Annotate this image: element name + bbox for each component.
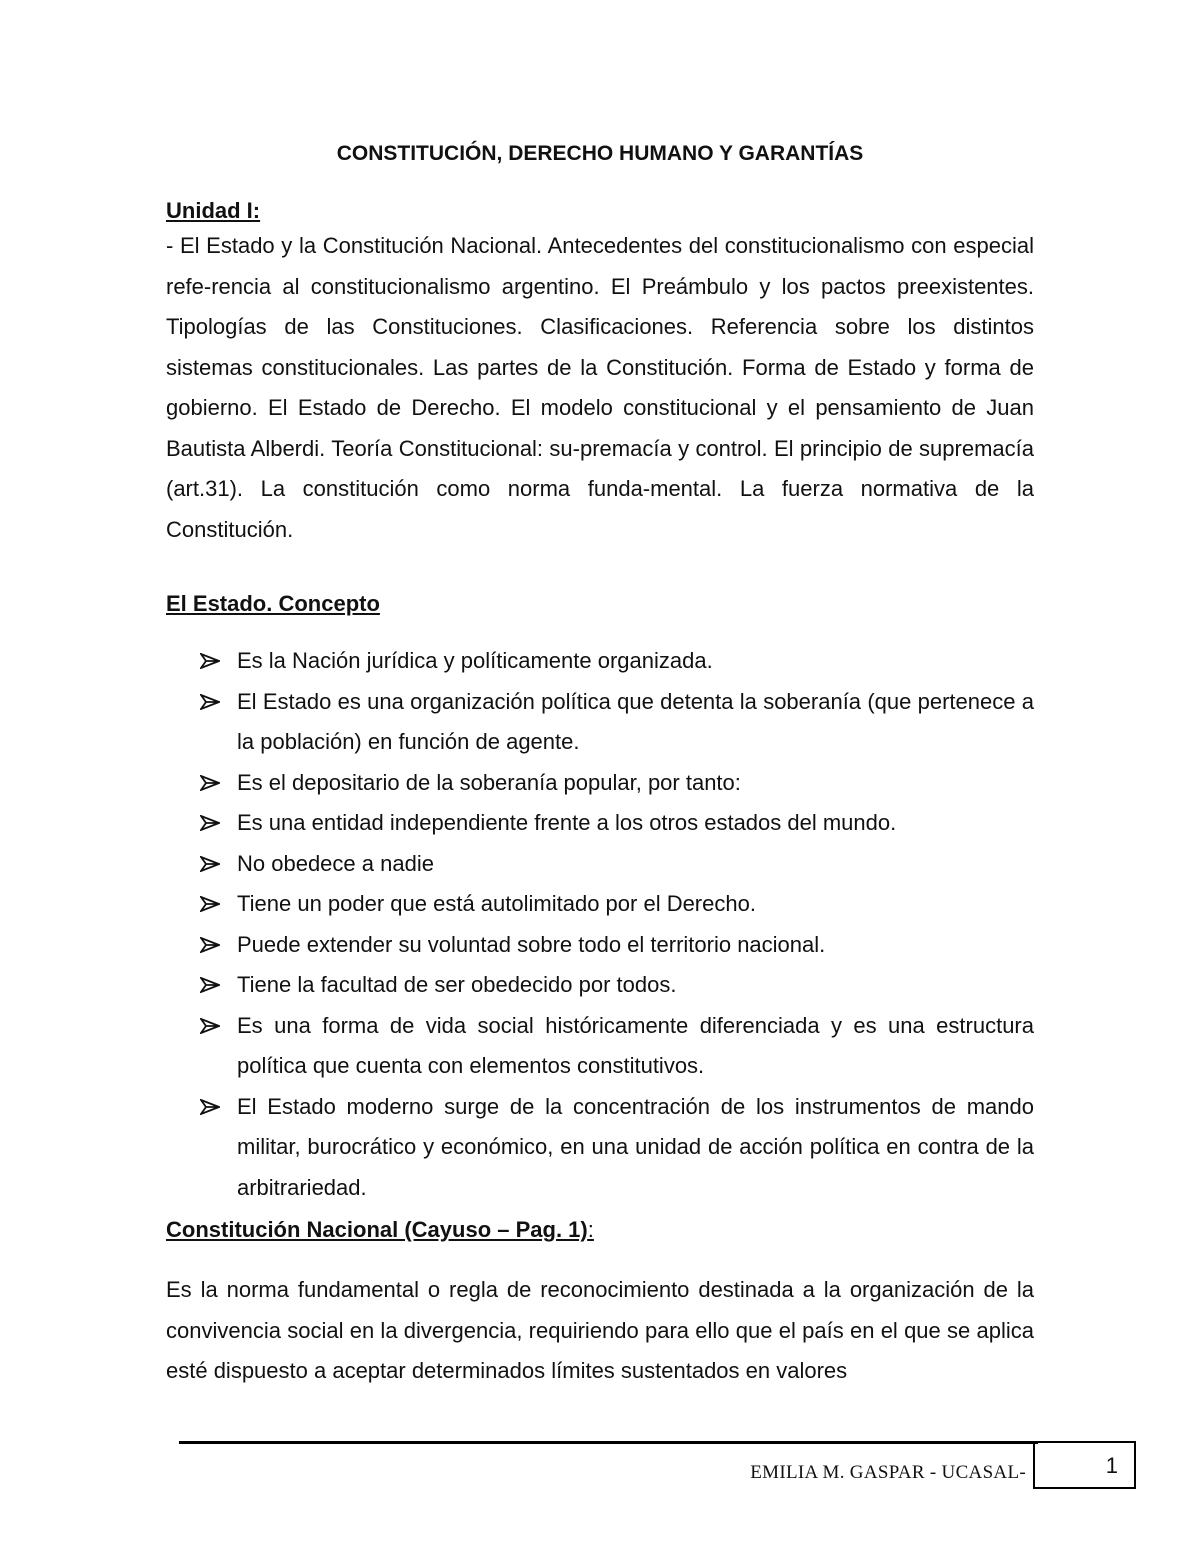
constitucion-nacional-heading-text: Constitución Nacional (Cayuso – Pag. 1) [166, 1217, 588, 1242]
footer-divider [179, 1441, 1038, 1444]
arrowhead-bullet-icon [200, 1018, 220, 1034]
list-item [166, 682, 1034, 763]
list-item-text: Es la Nación jurídica y políticamente organizada. [237, 648, 713, 673]
unidad-heading: Unidad I: [166, 198, 261, 223]
page-content [166, 138, 1034, 1392]
arrowhead-bullet-icon [200, 856, 220, 872]
list-item-text: Es el depositario de la soberanía popular, por tanto: [237, 769, 741, 795]
list-item-text: Tiene la facultad de ser obedecido por todos. [237, 972, 677, 997]
arrowhead-bullet-icon [200, 937, 220, 953]
constitucion-nacional-paragraph: Es la norma fundamental o regla de reconocimiento destinada a la organización de la convivencia social en la divergencia, requiriendo para ello que el país en el que se aplica esté dispuesto a aceptar determinados límites sustentados en valores [166, 1277, 1034, 1383]
list-item-text: Puede extender su voluntad sobre todo el territorio nacional. [237, 931, 826, 957]
arrowhead-bullet-icon [200, 977, 220, 993]
list-item [166, 965, 1034, 1006]
list-item-text: Es una forma de vida social históricamente diferenciada y es una estructura política que cuenta con elementos constitutivos. [237, 1012, 1034, 1078]
list-item-text: El Estado moderno surge de la concentración de los instrumentos de mando militar, burocrático y económico, en una unidad de acción política en contra de la arbitrariedad. [237, 1093, 1034, 1200]
list-item [166, 1006, 1034, 1087]
arrowhead-bullet-icon [200, 1099, 220, 1115]
list-item [166, 641, 1034, 682]
list-item-text: No obedece a nadie [237, 850, 434, 876]
unidad-paragraph: - El Estado y la Constitución Nacional. Antecedentes del constitucionalismo con especial refe-rencia al constitucionalismo argentino. El Preámbulo y los pactos preexistentes. Tipologías de las Constituciones. Clasificaciones. Referencia sobre los distintos sistemas constitucionales. Las partes de la Constitución. Forma de Estado y forma de gobierno. El Estado de Derecho. El modelo constitucional y el pensamiento de Juan Bautista Alberdi. Teoría Constitucional: su-premacía y control. El principio de supremacía (art.31). La constitución como norma funda-mental. La fuerza normativa de la Constitución. [166, 233, 1034, 542]
arrowhead-bullet-icon [200, 775, 220, 791]
list-item-text: Es una entidad independiente frente a los otros estados del mundo. [237, 810, 897, 835]
list-item [166, 884, 1034, 925]
arrowhead-bullet-icon [200, 694, 220, 710]
page-number: 1 [1105, 1453, 1118, 1478]
list-item [166, 925, 1034, 966]
constitucion-nacional-heading [166, 1210, 1034, 1250]
arrowhead-bullet-icon [200, 815, 220, 831]
list-item [166, 844, 1034, 885]
footer-author: EMILIA M. GASPAR - UCASAL- [750, 1462, 1026, 1483]
list-item-text: El Estado es una organización política que detenta la soberanía (que pertenece a la población) en función de agente. [237, 688, 1034, 754]
document-title: CONSTITUCIÓN, DERECHO HUMANO Y GARANTÍAS [336, 142, 864, 165]
estado-concepto-heading: El Estado. Concepto [166, 591, 380, 616]
list-item [166, 803, 1034, 844]
list-item-text: Tiene un poder que está autolimitado por el Derecho. [237, 891, 756, 916]
arrowhead-bullet-icon [200, 653, 220, 669]
list-item [166, 1087, 1034, 1209]
page-number-box [1033, 1441, 1136, 1489]
estado-bullet-list [166, 641, 1034, 1208]
arrowhead-bullet-icon [200, 896, 220, 912]
list-item [166, 763, 1034, 804]
heading-colon: : [587, 1217, 594, 1242]
